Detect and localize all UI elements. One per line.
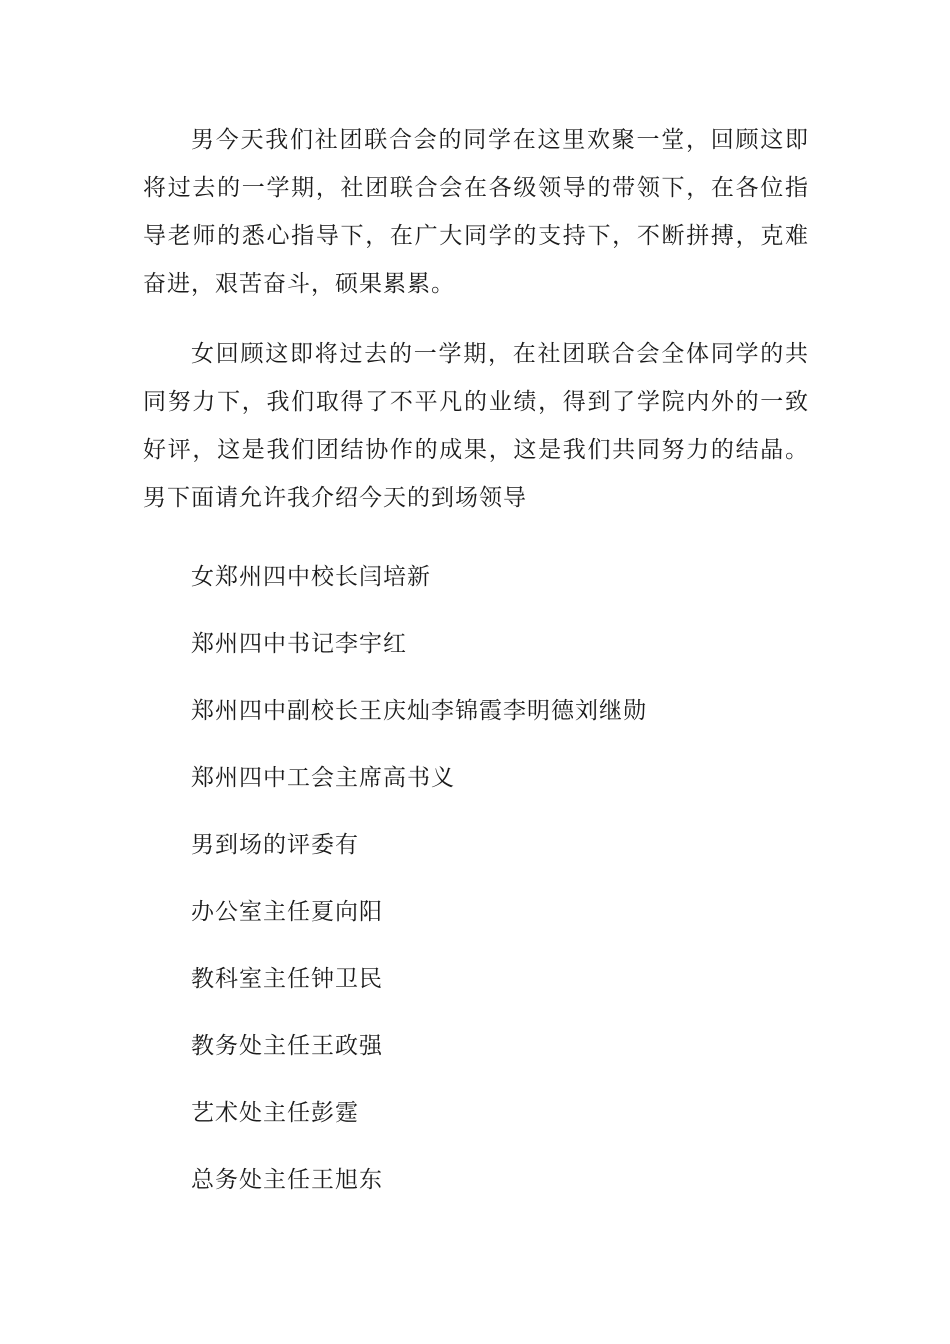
- list-item: 女郑州四中校长闫培新: [191, 564, 431, 590]
- list-item: 教科室主任钟卫民: [191, 966, 383, 992]
- list-item: 男到场的评委有: [191, 832, 359, 858]
- document-body: [143, 116, 809, 1214]
- paragraph-review: 女回顾这即将过去的一学期，在社团联合会全体同学的共同努力下，我们取得了不平凡的业绩，得到了学院内外的一致好评，这是我们团结协作的成果，这是我们共同努力的结晶。男下面请允许我介绍今天的到场领导: [143, 341, 809, 511]
- list-item: 郑州四中工会主席高书义: [191, 765, 455, 791]
- list-item: 郑州四中书记李宇红: [191, 631, 407, 657]
- list-item: 总务处主任王旭东: [191, 1167, 383, 1193]
- paragraph-opening: 男今天我们社团联合会的同学在这里欢聚一堂，回顾这即将过去的一学期，社团联合会在各级领导的带领下，在各位指导老师的悉心指导下，在广大同学的支持下，不断拼搏，克难奋进，艰苦奋斗，硕果累累。: [143, 127, 809, 297]
- attendee-list: [143, 544, 809, 1214]
- list-item: 郑州四中副校长王庆灿李锦霞李明德刘继勋: [191, 698, 647, 724]
- list-item: 教务处主任王政强: [191, 1033, 383, 1059]
- list-item: 办公室主任夏向阳: [191, 899, 383, 925]
- list-item: 艺术处主任彭霆: [191, 1100, 359, 1126]
